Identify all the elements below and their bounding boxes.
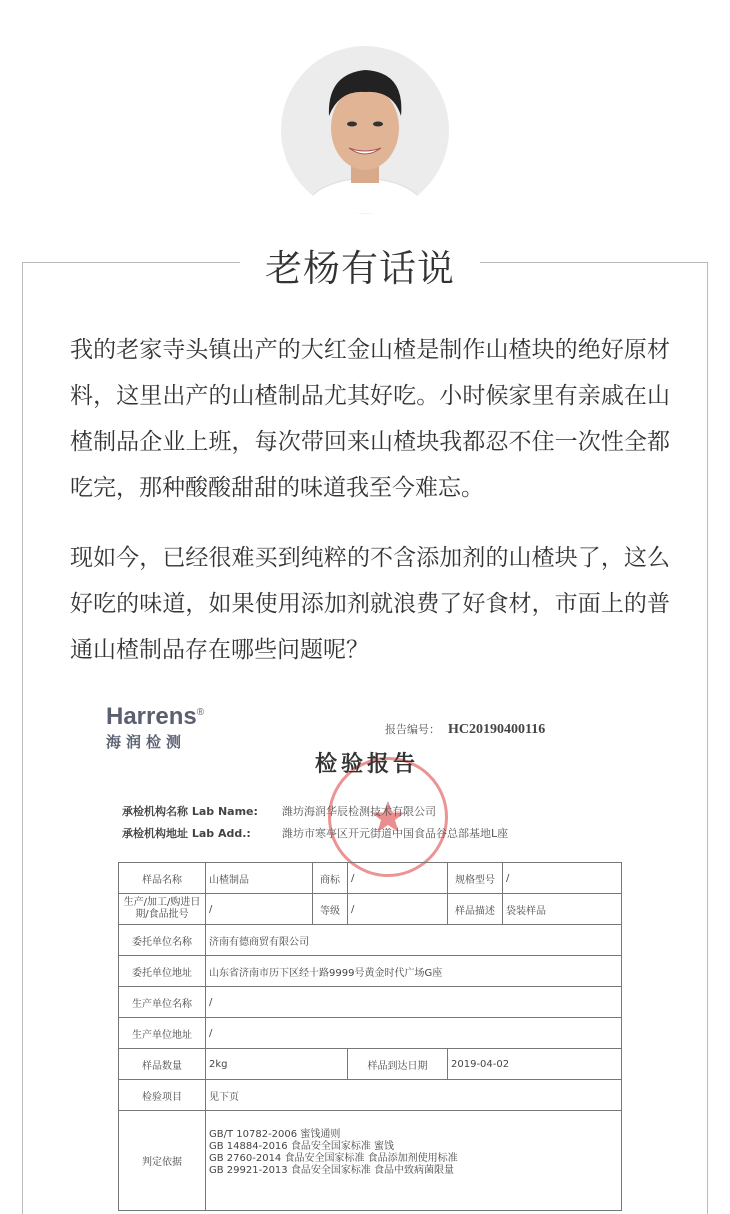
frame-right-border	[707, 262, 708, 1214]
lab-address: 承检机构地址 Lab Add.: 潍坊市寒亭区开元街道中国食品谷总部基地L座	[122, 827, 509, 840]
table-row: 委托单位地址 山东省济南市历下区经十路9999号黄金时代广场G座	[119, 956, 622, 987]
divider-right	[480, 262, 708, 263]
table-row: 生产/加工/购进日期/食品批号 / 等级 / 样品描述 袋装样品	[119, 894, 622, 925]
table-row: 委托单位名称 济南有德商贸有限公司	[119, 925, 622, 956]
intro-paragraph: 我的老家寺头镇出产的大红金山楂是制作山楂块的绝好原材料，这里出产的山楂制品尤其好吃。小时候家里有亲戚在山楂制品企业上班，每次带回来山楂块我都忍不住一次性全都吃完，那种酸酸甜甜的味道我至今难忘。	[70, 337, 670, 501]
report-table	[118, 862, 622, 1211]
logo-cn: 海润检测	[106, 733, 187, 751]
intro-paragraph: 现如今，已经很难买到纯粹的不含添加剂的山楂块了，这么好吃的味道，如果使用添加剂就浪费了好食材，市面上的普通山楂制品存在哪些问题呢？	[70, 545, 670, 663]
table-row: 判定依据 GB/T 10782-2006 蜜饯通则 GB 14884-2016 食品安全国家标准 蜜饯 GB 2760-2014 食品安全国家标准 食品添加剂使用标准 GB 29921-2013 食品安全国家标准 食品中致病菌限量	[119, 1111, 622, 1211]
table-row: 样品名称 山楂制品 商标 / 规格型号 /	[119, 863, 622, 894]
divider-left	[22, 262, 240, 263]
table-row: 样品数量 2kg 样品到达日期 2019-04-02	[119, 1049, 622, 1080]
inspection-report-image	[100, 695, 640, 1214]
lab-name: 承检机构名称 Lab Name: 潍坊海润华辰检测技术有限公司	[122, 805, 436, 818]
section-title: 老杨有话说	[265, 247, 455, 290]
portrait-image	[281, 46, 449, 214]
table-row: 检验项目 见下页	[119, 1080, 622, 1111]
table-row: 生产单位名称 /	[119, 987, 622, 1018]
report-title: 检验报告	[315, 752, 420, 777]
table-row: 生产单位地址 /	[119, 1018, 622, 1049]
harrens-logo: Harrens®	[106, 703, 205, 730]
report-number: 报告编号： HC20190400116	[385, 722, 546, 737]
avatar	[281, 46, 449, 214]
frame-left-border	[22, 262, 23, 1214]
